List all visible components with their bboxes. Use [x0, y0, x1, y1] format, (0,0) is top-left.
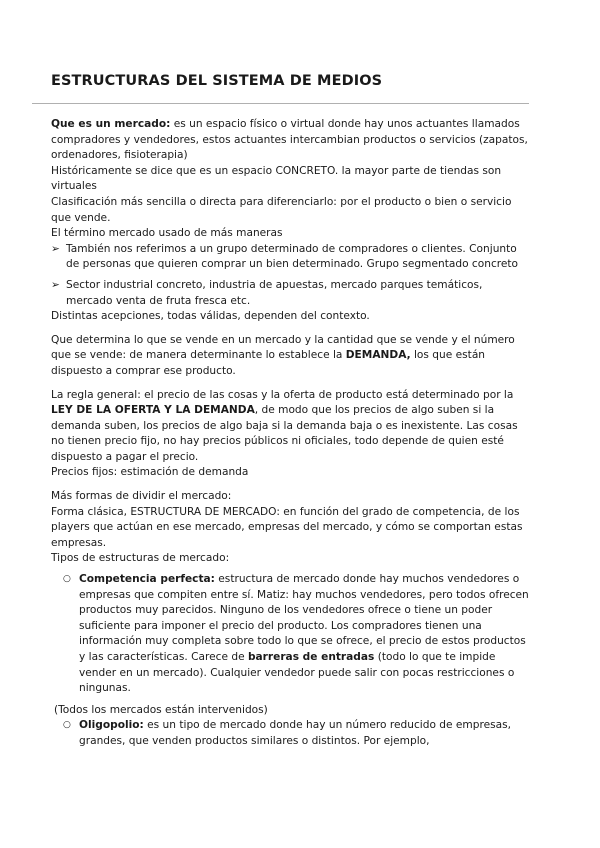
term-mercado: Que es un mercado:	[51, 118, 171, 130]
arrow-bullet-icon: ➢	[51, 278, 60, 291]
regla-text-a: La regla general: el precio de las cosas y la oferta de producto está determinado por la	[51, 388, 514, 401]
paragraph-forma-clasica: Forma clásica, ESTRUCTURA DE MERCADO: en función del grado de competencia, de los players que actúan en ese mercado, empresas del mercado, y cómo se comportan estas empresas.	[51, 505, 523, 549]
arrow-bullet-text: También nos referimos a un grupo determinado de compradores o clientes. Conjunto de personas que quieren comprar un bien determinado. Grupo segmentado concreto	[66, 242, 519, 271]
definition-text: es un espacio físico o virtual donde hay unos actuantes llamados compradores y vendedores, estos actuantes intercambian productos o servicios (zapatos, ordenadores, fisioterapia)	[51, 118, 528, 162]
paragraph-classification: Clasificación más sencilla o directa para diferenciarlo: por el producto o bien o servicio que vende.	[51, 195, 512, 224]
note-intervenidos: (Todos los mercados están intervenidos)	[54, 703, 268, 716]
arrow-bullet-text: Sector industrial concreto, industria de apuestas, mercado parques temáticos, mercado venta de fruta fresca etc.	[66, 278, 483, 307]
paragraph-regla-general	[51, 388, 531, 466]
term-ley-oferta-demanda: LEY DE LA OFERTA Y LA DEMANDA	[51, 404, 255, 417]
arrow-bullet-icon: ➢	[51, 242, 60, 255]
competencia-text-b: (todo lo que te impide vender en un mercado). Cualquier vendedor puede salir con pocas restricciones o ningunas.	[79, 651, 515, 695]
list-item-text	[79, 718, 531, 749]
list-item-text	[79, 572, 531, 697]
arrow-bullet-item	[51, 278, 531, 309]
paragraph-mas-formas: Más formas de dividir el mercado:	[51, 490, 232, 503]
market-types-list	[63, 718, 531, 749]
list-item	[63, 718, 531, 749]
term-competencia-perfecta: Competencia perfecta:	[79, 573, 215, 586]
paragraph-term-usage: El término mercado usado de más maneras	[51, 227, 283, 240]
term-barreras-entradas: barreras de entradas	[247, 651, 375, 663]
document-body	[51, 117, 531, 750]
list-item	[63, 572, 531, 697]
paragraph-historic: Históricamente se dice que es un espacio CONCRETO. la mayor parte de tiendas son virtuales	[51, 164, 502, 193]
circle-bullet-icon: ○	[63, 574, 71, 585]
paragraph-acepciones: Distintas acepciones, todas válidas, dependen del contexto.	[51, 310, 370, 323]
oligopolio-text: es un tipo de mercado donde hay un número reducido de empresas, grandes, que venden productos similares o distintos. Por ejemplo,	[79, 719, 512, 747]
term-demanda: DEMANDA,	[345, 349, 411, 362]
demanda-text-b: los que están dispuesto a comprar ese producto.	[51, 349, 486, 377]
paragraph-precios-fijos: Precios fijos: estimación de demanda	[51, 466, 249, 479]
term-oligopolio: Oligopolio:	[79, 719, 144, 732]
demanda-text-a: Que determina lo que se vende en un mercado y la cantidad que se vende y el número que se vende: de manera determinante lo establece la	[51, 333, 515, 362]
circle-bullet-icon: ○	[63, 720, 71, 731]
paragraph-tipos: Tipos de estructuras de mercado:	[51, 552, 230, 565]
regla-text-b: , de modo que los precios de algo suben si la demanda suben, los precios de algo baja si la demanda baja o es inexistente. Las cosas no tienen precio fijo, no hay precios públicos ni oficiales, todo depende de quien esté dispuesto a pagar el precio.	[51, 404, 518, 463]
paragraph-definition	[51, 117, 531, 164]
competencia-text-a: estructura de mercado donde hay muchos vendedores o empresas que compiten entre sí. Matiz: hay muchos vendedores, pero todos ofrecen productos muy parecidos. Ninguno de los vendedores ofrece o tiene un poder suficiente para imponer el precio del producto. Los compradores tienen una información muy completa sobre todo lo que se ofrece, el precio de estos productos y las características. Carece de	[79, 573, 529, 663]
paragraph-demanda	[51, 333, 531, 380]
title-divider	[32, 103, 529, 104]
arrow-bullet-item	[51, 242, 531, 273]
document-title: ESTRUCTURAS DEL SISTEMA DE MEDIOS	[51, 73, 383, 89]
market-types-list	[63, 572, 531, 697]
